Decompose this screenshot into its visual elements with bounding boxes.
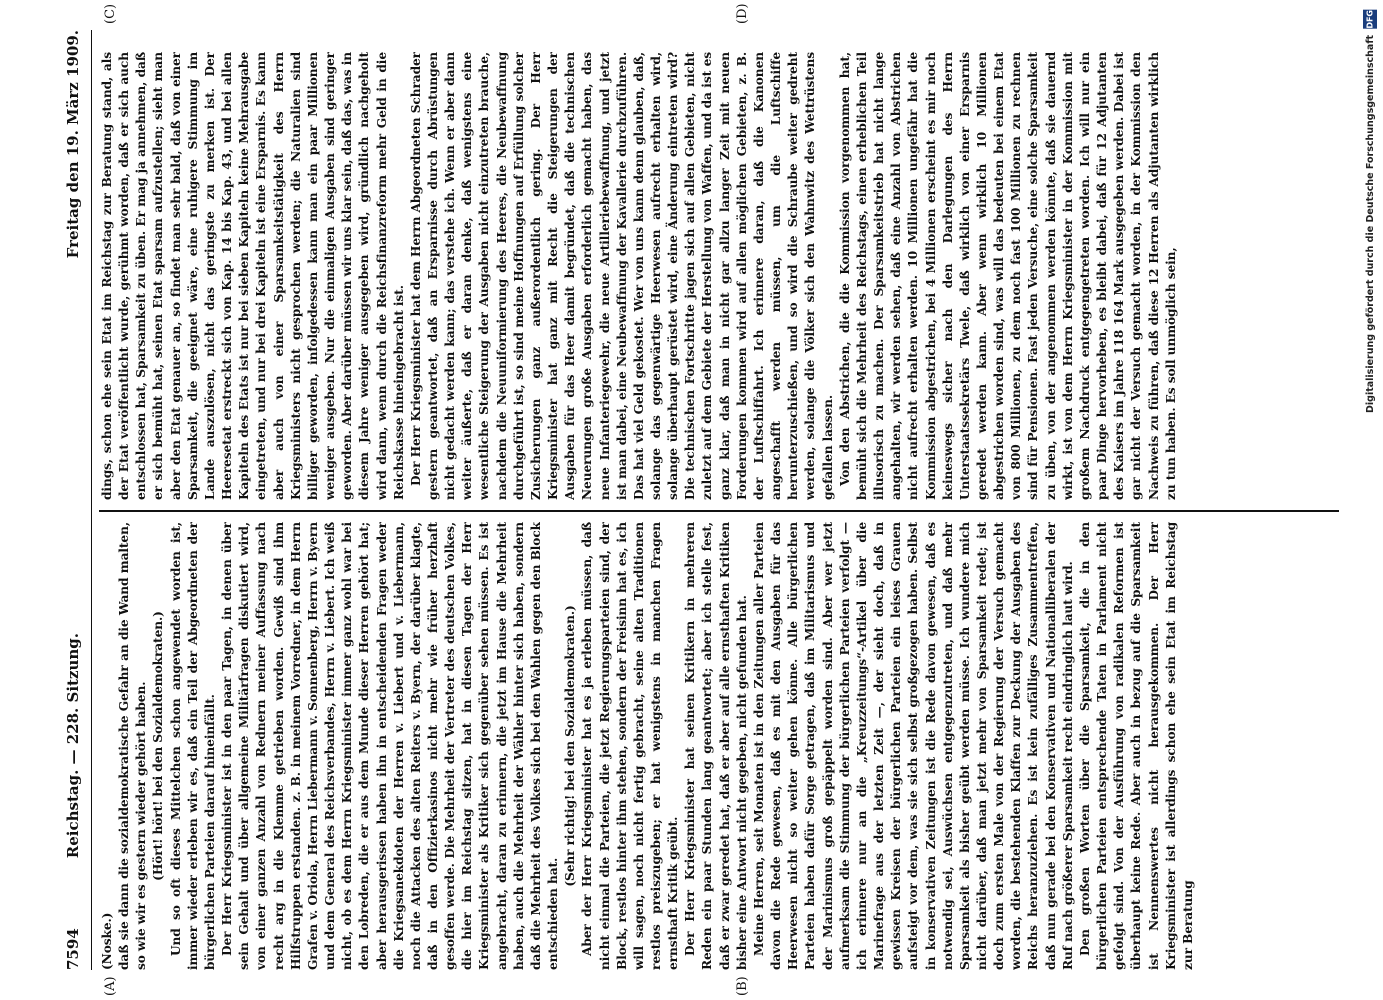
margin-marker-b: (B) bbox=[735, 976, 750, 996]
digitization-note: Digitalisierung gefördert durch die Deutsche Forschungsgemeinschaft bbox=[1364, 34, 1376, 413]
margin-marker-d: (D) bbox=[735, 3, 750, 24]
left-column-paragraph: Und so oft dieses Mittelchen schon angewendet worden ist, immer wieder erleben wir es, daß ein Teil der Abgeordneten der bürgerlichen Parteien darauf hineinfällt. bbox=[168, 522, 217, 970]
left-column-paragraph: (Noske.) bbox=[100, 912, 114, 970]
left-column-paragraph: Aber der Herr Kriegsminister hat es ja erleben müssen, daß nicht einmal die Parteien, die jetzt Regierungsparteien sind, der Block, restlos hinter ihm stehen, sondern der Freisinn hat es, ich will sagen, noch nicht fertig gebracht, seine alten Traditionen restlos preiszugeben; er hat wenigstens in manchen Fragen ernsthaft Kritik geübt. bbox=[580, 522, 681, 970]
left-column-paragraph: Den großen Worten über die Sparsamkeit, die in den bürgerlichen Parteien entsprechende Taten in Parlament nicht gefolgt sind. Von der Ausführung von radikalen Reformen ist überhaupt keine Rede. Aber auch in bezug auf die Sparsamkeit ist Nennenswertes nicht herausgekommen. Der Herr Kriegsminister ist allerdings schon ehe sein Etat im Reichstag zur Beratung bbox=[1077, 522, 1195, 970]
page-title: Reichstag. — 228. Sitzung. bbox=[64, 633, 82, 859]
digitization-sidebar bbox=[1363, 10, 1377, 413]
right-column-paragraph: Von den Abstrichen, die die Kommission vorgenommen hat, bemüht sich die Mehrheit des Reichstags, einen erheblichen Teil illusorisch zu machen. Der Sparsamkeitstrieb hat nicht lange angehalten, wir werden sehen, daß eine Anzahl von Abstrichen nicht aufrecht erhalten werden. 10 Millionen ungefähr hat die Kommission abgestrichen, bei 4 Millionen erscheint es mir noch keineswegs sicher nach den Darlegungen des Herrn Unterstaatssekretärs Twele, daß wirklich von einer Ersparnis geredet werden kann. Aber wenn wirklich 10 Millionen abgestrichen worden sind, was will das bedeuten bei einem Etat von 800 Millionen, zu dem noch fast 100 Millionen zu rechnen sind für Pensionen. Fast jeden Versuche, eine solche Sparsamkeit zu üben, von der angenommen werden könnte, daß sie dauernd wirkt, ist von dem Herrn Kriegsminister in der Kommission mit großem Nachdruck entgegengetreten worden. Ich will nur ein paar Dinge hervorheben, es bleibt dabei, daß für 12 Adjutanten des Kaisers im Jahre 118 164 Mark ausgegeben werden. Dabei ist gar nicht der Versuch gemacht worden, in der Kommission den Nachweis zu führen, daß diese 12 Herren als Adjutanten wirklich zu tun haben. Es soll unmöglich sein, bbox=[837, 52, 1178, 500]
left-column-paragraph: Der Herr Kriegsminister ist in den paar Tagen, in denen über sein Gehalt und über allgemeine Militärfragen diskutiert wird, von einer ganzen Anzahl von Rednern meiner Auffassung nach recht arg in die Klemme getrieben worden. Gewiß sind ihm Hilfstruppen erstanden. z. B. in meinem Vorredner, in dem Herrn Grafen v. Oriola, Herrn Liebermann v. Sonnenberg, Herrn v. Byern und dem General des Reichsverbandes, Herrn v. Liebert. Ich weiß nicht, ob es dem Herrn Kriegsminister immer ganz wohl war bei den Lobreden, die er aus dem Munde dieser Herren gehört hat; aber herausgerissen haben ihn in entscheidenden Fragen weder die Kriegsanekdoten der Herren v. Liebert und v. Liebermann, noch die Attacken des alten Reiters v. Byern, der darüber klagte, daß in den Offizierkasinos nicht mehr wie früher herzhaft gesoffen werde. Die Mehrheit der Vertreter des deutschen Volkes, die hier im Reichstag sitzen, hat in diesen Tagen der Herr Kriegsminister als Kritiker sich gegenüber sehen müssen. Es ist angebracht, daran zu erinnern, die jetzt im Hause die Mehrheit haben, auch die Mehrheit der Wähler hinter sich haben, sondern daß die Mehrheit des Volkes sich bei den Wahlen gegen den Block entschieden hat. bbox=[220, 522, 561, 970]
right-column-paragraph: Der Herr Kriegsminister hat dem Herrn Abgeordneten Schrader gestern geantwortet, daß an Ersparnisse durch Abrüstungen nicht gedacht werden kann; das verstehe ich. Wenn er aber dann weiter äußerte, daß er daran denke, daß wenigstens eine wesentliche Steigerung der Ausgaben nicht einzutreten brauche, nachdem die Neuuniformierung des Heeres, die Neubewaffnung durchgeführt ist, so sind meine Hoffnungen auf Erfüllung solcher Zusicherungen ganz außerordentlich gering. Der Herr Kriegsminister hat ganz mit Recht die Steigerungen der Ausgaben für das Heer damit begründet, daß die technischen Neuerungen große Ausgaben erforderlich gemacht haben, das neue Infanteriegewehr, die neue Artilleriebewaffnung, und jetzt ist man dabei, eine Neubewaffnung der Kavallerie durchzuführen. Das hat viel Geld gekostet. Wer von uns kann denn glauben, daß, solange das gegenwärtige Heerwesen aufrecht erhalten wird, solange überhaupt gerüstet wird, eine Änderung eintreten wird? Die technischen Fortschritte jagen sich auf allen Gebieten, nicht zuletzt auf dem Gebiete der Herstellung von Waffen, und da ist es ganz klar, daß man in nicht gar allzu langer Zeit mit neuen Forderungen kommen wird auf allen möglichen Gebieten, z. B. der Luftschiffahrt. Ich erinnere daran, daß die Kanonen angeschafft werden müssen, um die Luftschiffe herunterzuschießen, und so wird die Schraube weiter gedreht werden, solange die Völker sich den Wahnwitz des Wettrüstens gefallen lassen. bbox=[408, 52, 835, 500]
left-column-paragraph: Der Herr Kriegsminister hat seinen Kritikern in mehreren Reden ein paar Stunden lang geantwortet; aber ich stelle fest, daß er zwar geredet hat, daß er aber auf alle ernsthaften Kritiken bisher eine Antwort nicht gegeben, nicht gefunden hat. bbox=[683, 522, 749, 970]
rotated-page bbox=[55, 3, 1355, 996]
left-column-paragraph: daß sie dann die sozialdemokratische Gefahr an die Wand malten, so wie wir es gestern wieder gehört haben. bbox=[117, 522, 149, 970]
right-column bbox=[99, 52, 1339, 500]
page-date: Freitag den 19. März 1909. bbox=[64, 30, 82, 259]
left-column-paragraph: (Sehr richtig! bei den Sozialdemokraten.) bbox=[563, 605, 578, 887]
margin-marker-a: (A) bbox=[103, 976, 118, 996]
column-divider bbox=[99, 511, 1339, 513]
margin-marker-c: (C) bbox=[103, 3, 118, 24]
left-column-paragraph: Meine Herren, seit Monaten ist in den Zeitungen aller Parteien davon die Rede gewesen, daß es mit den Ausgaben für das Heerwesen nicht so weiter gehen könne. Alle bürgerlichen Parteien haben dafür Sorge getragen, daß im Militarismus und der Marinismus groß gepäppelt worden sind. Aber wer jetzt aufmerksam die Stimmung der bürgerlichen Parteien verfolgt — ich erinnere nur an die „Kreuzzeitungs“-Artikel über die Marinefrage aus der letzten Zeit —, der sieht doch, daß in gewissen Kreisen der bürgerlichen Parteien ein leises Grauen aufsteigt vor dem, was sie sich selbst großgezogen haben. Selbst in konservativen Zeitungen ist die Rede davon gewesen, daß es notwendig sei, Auswüchsen entgegenzutreten, und daß mehr Sparsamkeit als bisher geübt werden müsse. Ich wundere mich nicht darüber, daß man jetzt mehr von Sparsamkeit redet; ist doch zum ersten Male von der Regierung der Versuch gemacht worden, die bestehenden Klaffen zur Deckung der Ausgaben des Reichs heranzuziehen. Es ist kein zufälliges Zusammentreffen, daß nun gerade bei den Konservativen und Nationalliberalen der Ruf nach größerer Sparsamkeit recht eindringlich laut wird. bbox=[751, 522, 1075, 970]
dfg-logo: DFG bbox=[1363, 10, 1377, 29]
right-column-paragraph: dings, schon ehe sein Etat im Reichstag zur Beratung stand, als der Etat veröffentlicht wurde, gerühmt worden, daß er sich auch entschlossen hat, Sparsamkeit zu üben. Er mag ja annehmen, daß er sich bemüht hat, seinen Etat sparsam aufzustellen; sieht man aber den Etat genauer an, so findet man sehr bald, daß von einer Sparsamkeit, die geeignet wäre, eine ruhigere Stimmung im Lande auszulösen, nicht das geringste zu merken ist. Der Heeresetat erstreckt sich von Kap. 14 bis Kap. 43, und bei allen Kapiteln des Etats ist nur bei sieben Kapiteln keine Mehrausgabe eingetreten, und nur bei drei Kapiteln ist eine Ersparnis. Es kann aber auch von einer Sparsamkeitstätigkeit des Herrn Kriegsministers nicht gesprochen werden; die Naturalien sind billiger geworden, infolgedessen kann man ein paar Millionen weniger ausgeben. Nur die einmaligen Ausgaben sind geringer geworden. Aber darüber müssen wir uns klar sein, daß das, was in diesem Jahre weniger ausgegeben wird, gründlich nachgeholt wird dann, wenn durch die Reichsfinanzreform mehr Geld in die Reichskasse hineingebracht ist. bbox=[100, 52, 406, 500]
left-column bbox=[99, 522, 1339, 970]
left-column-paragraph: (Hört! hört! bei den Sozialdemokraten.) bbox=[151, 611, 166, 881]
page-number: 7594 bbox=[64, 928, 82, 970]
page-header bbox=[55, 30, 92, 970]
